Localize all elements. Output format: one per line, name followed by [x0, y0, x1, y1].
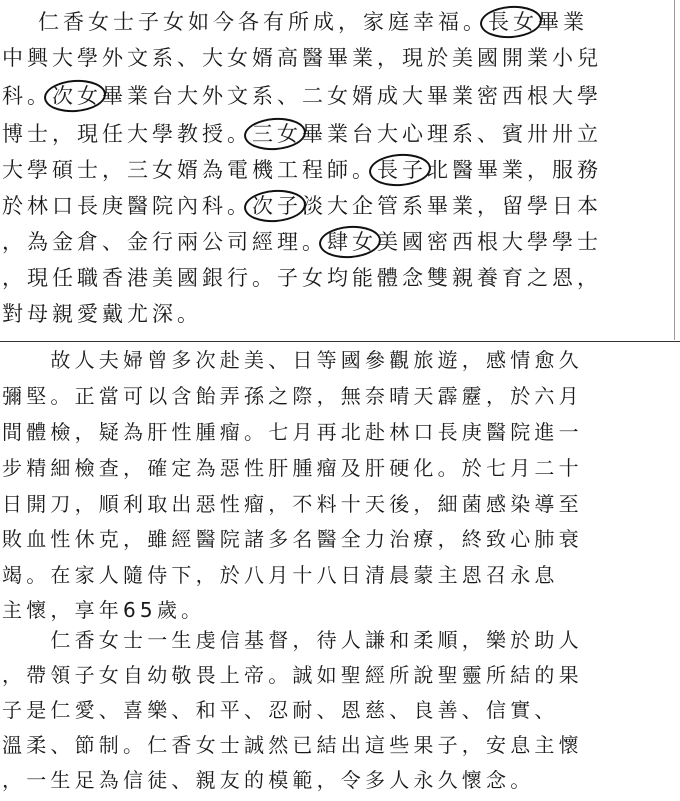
text-line: ，現任職香港美國銀行。子女均能體念雙親養育之恩，	[2, 266, 602, 290]
text-line: 於林口長庚醫院內科。次子淡大企管系畢業，留學日本	[0, 189, 680, 223]
text-line: 大學碩士，三女婿為電機工程師。長子北醫畢業，服務	[0, 153, 680, 187]
circled-word: 三女	[252, 117, 302, 151]
text-line: 彌堅。正當可以含飴弄孫之際，無奈晴天霹靂，於六月	[2, 384, 583, 408]
clipping-edge	[674, 0, 675, 340]
text-line: 仁香女士一生虔信基督，待人謙和柔順，樂於助人	[2, 628, 583, 652]
circled-word: 次子	[252, 189, 302, 223]
text-line: 中興大學外文系、大女婿高醫畢業，現於美國開業小兒	[2, 46, 602, 70]
circled-word: 長女	[488, 5, 538, 39]
text-line: 間體檢，疑為肝性腫瘤。七月再北赴林口長庚醫院進一	[2, 420, 583, 444]
text-line: ，帶領子女自幼敬畏上帝。誠如聖經所說聖靈所結的果	[2, 663, 583, 687]
text-line: ，一生足為信徒、親友的模範，令多人永久懷念。	[2, 768, 535, 792]
text-line: 日開刀，順利取出惡性瘤，不料十天後，細菌感染導至	[2, 492, 583, 516]
text-line: 子是仁愛、喜樂、和平、忍耐、恩慈、良善、信實、	[2, 698, 559, 722]
circled-word: 次女	[52, 79, 102, 113]
circled-word: 長子	[377, 153, 427, 187]
text-line: 博士，現任大學教授。三女畢業台大心理系、賓卅卅立	[0, 117, 680, 151]
text-line: 溫柔、節制。仁香女士誠然已結出這些果子，安息主懷	[2, 733, 583, 757]
text-line: 仁香女士子女如今各有所成，家庭幸福。長女畢業	[0, 5, 680, 39]
text-line: 科。次女畢業台大外文系、二女婿成大畢業密西根大學	[0, 79, 680, 113]
circled-word: 肆女	[327, 225, 377, 259]
text-line: 竭。在家人隨侍下，於八月十八日清晨蒙主恩召永息	[2, 563, 559, 587]
text-line: 主懷，享年65歲。	[2, 598, 206, 622]
text-line: 步精細檢查，確定為惡性肝腫瘤及肝硬化。於七月二十	[2, 456, 583, 480]
text-line: 對母親愛戴尤深。	[2, 302, 202, 326]
text-line: 故人夫婦曾多次赴美、日等國參觀旅遊，感情愈久	[2, 348, 583, 372]
clipping-divider	[0, 341, 680, 342]
text-line: 敗血性休克，雖經醫院諸多名醫全力治療，終致心肺衰	[2, 527, 583, 551]
text-line: ，為金倉、金行兩公司經理。肆女美國密西根大學學士	[0, 225, 680, 259]
